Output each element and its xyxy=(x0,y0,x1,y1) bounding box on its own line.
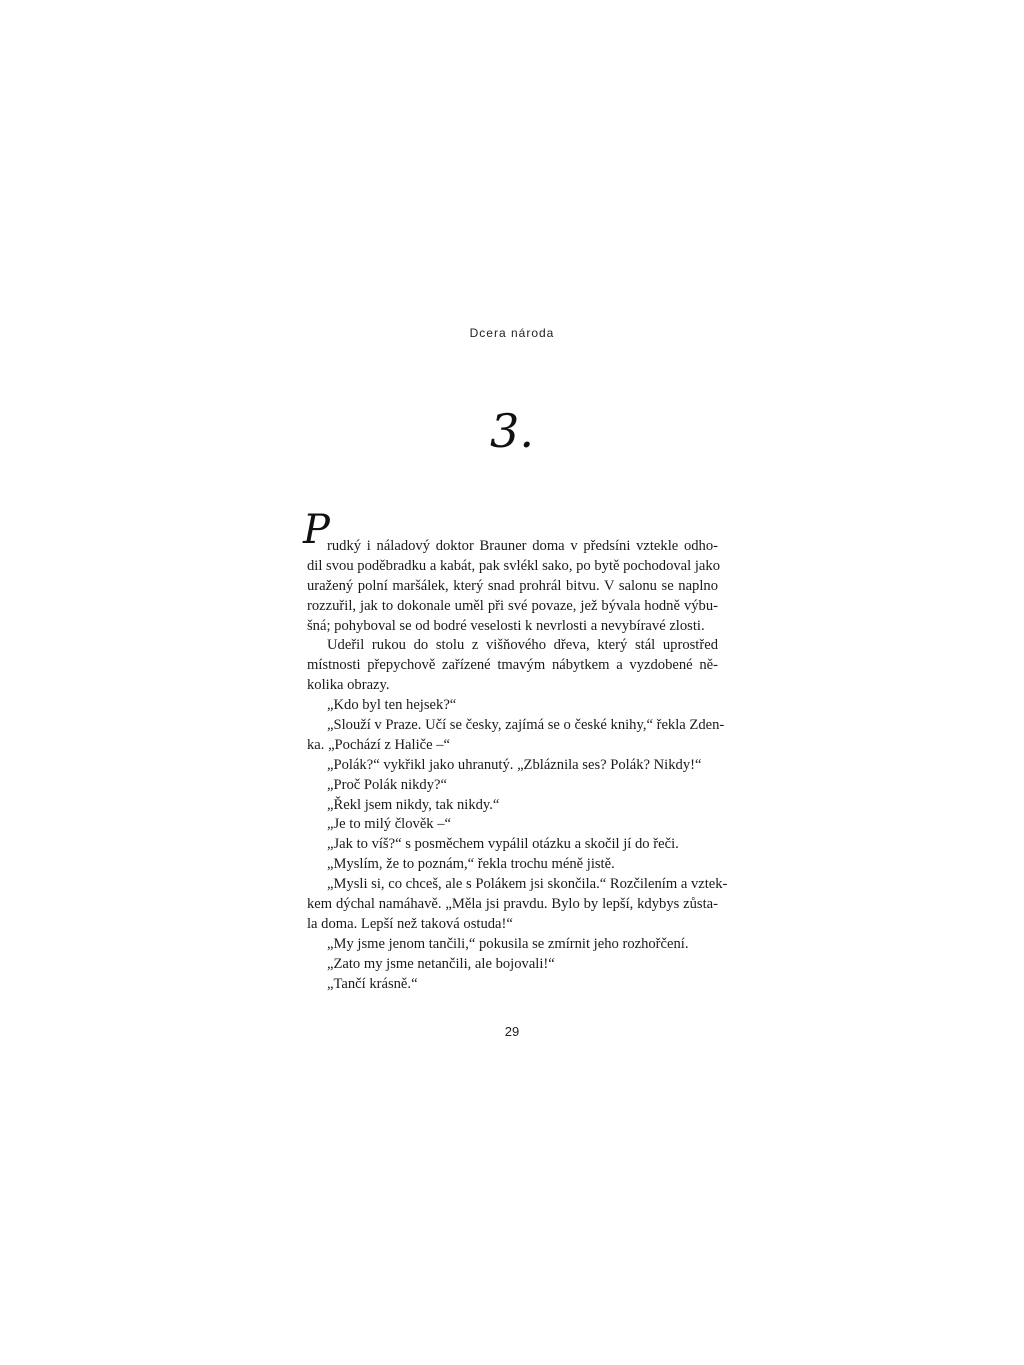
text-line: šná; pohyboval se od bodré veselosti k nevrlosti a nevybíravé zlosti. xyxy=(307,617,705,634)
running-header: Dcera národa xyxy=(469,326,555,340)
text-line-content: rudký i náladový doktor Brauner doma v předsíni vztekle odho- xyxy=(327,538,718,554)
text-line: rozzuřil, jak to dokonale uměl při své povaze, jež bývala hodně výbu- xyxy=(307,597,718,614)
body-text xyxy=(303,507,728,994)
text-line: kolika obrazy. xyxy=(307,677,390,694)
text-line: Udeřil rukou do stolu z višňového dřeva, který stál uprostřed xyxy=(327,637,718,654)
page-number: 29 xyxy=(504,1024,520,1039)
text-line: „Tančí krásně.“ xyxy=(327,975,418,992)
text-line: „Polák?“ vykřikl jako uhranutý. „Zbláznila ses? Polák? Nikdy!“ xyxy=(327,756,702,773)
text-line: „Jak to víš?“ s posměchem vypálil otázku a skočil jí do řeči. xyxy=(327,836,679,853)
text-line: „Slouží v Praze. Učí se česky, zajímá se o české knihy,“ řekla Zden- xyxy=(327,717,725,734)
text-line: „Myslím, že to poznám,“ řekla trochu méně jistě. xyxy=(327,856,615,873)
text-line: uražený polní maršálek, který snad prohrál bitvu. V salonu se naplno xyxy=(307,577,718,594)
text-line: la doma. Lepší než taková ostuda!“ xyxy=(307,915,513,932)
text-line: „Mysli si, co chceš, ale s Polákem jsi skončila.“ Rozčilením a vztek- xyxy=(327,876,728,893)
text-line xyxy=(303,507,718,557)
text-line: ka. „Pochází z Haliče –“ xyxy=(307,736,451,753)
text-line: dil svou poděbradku a kabát, pak svlékl sako, po bytě pochodoval jako xyxy=(307,557,720,574)
text-line: „Je to milý člověk –“ xyxy=(327,816,452,833)
text-line: „My jsme jenom tančili,“ pokusila se zmírnit jeho rozhořčení. xyxy=(327,935,689,952)
text-line: místnosti přepychově zařízené tmavým nábytkem a vyzdobené ně- xyxy=(307,657,718,674)
text-line: „Řekl jsem nikdy, tak nikdy.“ xyxy=(327,796,500,813)
text-line: kem dýchal namáhavě. „Měla jsi pravdu. Bylo by lepší, kdybys zůsta- xyxy=(307,896,718,913)
text-line: „Proč Polák nikdy?“ xyxy=(327,776,447,793)
text-line: „Kdo byl ten hejsek?“ xyxy=(327,697,457,714)
drop-cap: P xyxy=(303,507,330,553)
text-line: „Zato my jsme netančili, ale bojovali!“ xyxy=(327,955,555,972)
chapter-number: 3. xyxy=(490,404,534,458)
